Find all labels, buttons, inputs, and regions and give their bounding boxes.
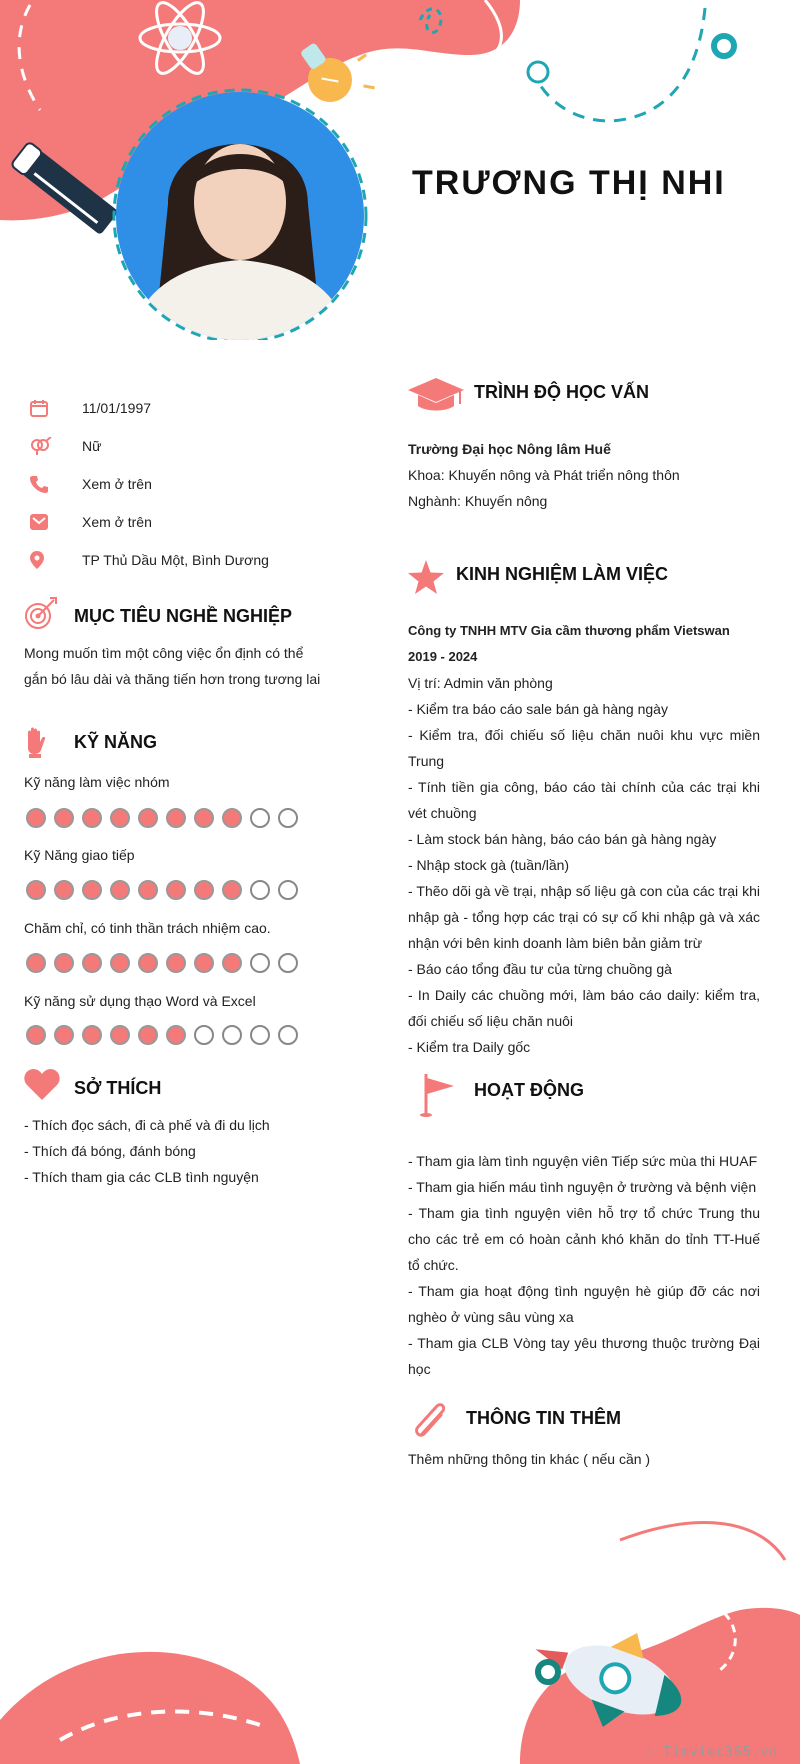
rating-dot-empty: [278, 880, 298, 900]
footer-decoration: [0, 1500, 800, 1764]
watermark-text: Timviec365.vn: [663, 1745, 778, 1760]
rating-dot-filled: [222, 953, 242, 973]
rating-dot-filled: [82, 953, 102, 973]
experience-position: Vị trí: Admin văn phòng: [408, 675, 553, 691]
list-item: - Nhập stock gà (tuần/lần): [408, 857, 570, 873]
paperclip-icon: [412, 1400, 452, 1440]
rating-dot-filled: [26, 953, 46, 973]
hobbies-list: [24, 1112, 334, 1190]
education-major: Nghành: Khuyến nông: [408, 493, 548, 509]
education-school: Trường Đại học Nông lâm Huế: [408, 441, 611, 457]
rating-dot-filled: [26, 808, 46, 828]
skill-label: Kỹ năng làm việc nhóm: [24, 774, 170, 790]
rating-dot-filled: [110, 808, 130, 828]
email-icon: [24, 510, 60, 534]
education-faculty: Khoa: Khuyến nông và Phát triển nông thôn: [408, 467, 680, 483]
rating-dot-filled: [26, 1025, 46, 1045]
rating-dot-filled: [194, 880, 214, 900]
personal-address: [24, 548, 269, 572]
star-icon: [408, 560, 444, 594]
phone-text: Xem ở trên: [82, 476, 152, 492]
list-item: - Kiểm tra báo cáo sale bán gà hàng ngày: [408, 701, 668, 717]
rating-dot-filled: [82, 880, 102, 900]
profile-photo: [108, 84, 372, 348]
list-item: - Kiểm tra Daily gốc: [408, 1039, 531, 1055]
rating-dot-filled: [222, 808, 242, 828]
additional-title: THÔNG TIN THÊM: [466, 1408, 621, 1428]
list-item: - Báo cáo tổng đầu tư của từng chuồng gà: [408, 961, 672, 977]
list-item: - Tham gia hiến máu tình nguyện ở trường và bệnh viện: [408, 1179, 757, 1195]
experience-period: 2019 - 2024: [408, 649, 478, 664]
watermark: [646, 1745, 778, 1760]
rating-dot-filled: [82, 1025, 102, 1045]
birthdate-text: 11/01/1997: [82, 400, 152, 416]
additional-text: Thêm những thông tin khác ( nếu cần ): [408, 1451, 651, 1467]
list-item: - Làm stock bán hàng, báo cáo bán gà hàng ngày: [408, 831, 717, 847]
list-item: - Thích tham gia các CLB tình nguyện: [24, 1169, 259, 1185]
rating-dot-filled: [110, 1025, 130, 1045]
skill-rating-4: [26, 1025, 298, 1045]
email-text: Xem ở trên: [82, 514, 152, 530]
objective-title: MỤC TIÊU NGHỀ NGHIỆP: [74, 606, 293, 626]
experience-title: KINH NGHIỆM LÀM VIỆC: [456, 564, 669, 584]
list-item: - Thích đọc sách, đi cà phế và đi du lịch: [24, 1117, 270, 1133]
rating-dot-empty: [278, 808, 298, 828]
activities-title: HOẠT ĐỘNG: [474, 1080, 584, 1100]
skill-label: Kỹ năng sử dụng thạo Word và Excel: [24, 993, 256, 1009]
address-text: TP Thủ Dầu Một, Bình Dương: [82, 552, 269, 568]
hand-icon: [24, 726, 48, 758]
rating-dot-filled: [54, 953, 74, 973]
candidate-name: TRƯƠNG THỊ NHI: [412, 164, 726, 202]
rating-dot-filled: [110, 880, 130, 900]
list-item: - Tính tiền gia công, báo cáo tài chính của các trại khi vét chuồng: [408, 779, 760, 821]
list-item: - Tham gia hoạt động tình nguyện hè giúp đỡ các nơi nghèo ở vùng sâu vùng xa: [408, 1283, 760, 1325]
skill-rating-1: [26, 808, 298, 828]
skill-label: Kỹ Năng giao tiếp: [24, 847, 135, 863]
list-item: - Tham gia làm tình nguyện viên Tiếp sức mùa thi HUAF: [408, 1153, 758, 1169]
gender-text: Nữ: [82, 438, 102, 454]
list-item: - Tham gia tình nguyện viên hỗ trợ tổ chức Trung thu cho các trẻ em có hoàn cảnh khó khăn do tỉnh TT-Huế tổ chức.: [408, 1205, 760, 1273]
location-pin-icon: [24, 548, 60, 572]
list-item: - In Daily các chuồng mới, làm báo cáo daily: kiểm tra, đối chiếu số liệu chăn nuôi: [408, 987, 760, 1029]
experience-company: Công ty TNHH MTV Gia cầm thương phẩm Vietswan: [408, 623, 730, 638]
rating-dot-filled: [222, 880, 242, 900]
rating-dot-filled: [166, 1025, 186, 1045]
rating-dot-filled: [54, 880, 74, 900]
list-item: - Thẽo dõi gà về trại, nhập số liệu gà con của các trại khi nhập gà - tổng hợp các trại có sự cố khi nhập gà và xác nhận với bên kinh doanh làm biên bản giảm trừ: [408, 883, 760, 951]
rating-dot-empty: [222, 1025, 242, 1045]
rating-dot-empty: [250, 1025, 270, 1045]
rating-dot-filled: [26, 880, 46, 900]
objective-text: Mong muốn tìm một công việc ổn định có thể gắn bó lâu dài và thăng tiến hơn trong tương lai: [24, 645, 321, 687]
rating-dot-filled: [82, 808, 102, 828]
list-item: - Tham gia CLB Vòng tay yêu thương thuộc trường Đại học: [408, 1335, 760, 1377]
personal-gender: [24, 434, 101, 458]
rating-dot-filled: [166, 953, 186, 973]
rating-dot-filled: [110, 953, 130, 973]
rating-dot-empty: [278, 953, 298, 973]
calendar-icon: [24, 396, 60, 420]
rating-dot-empty: [250, 808, 270, 828]
experience-duties-list: [408, 696, 760, 1060]
rating-dot-empty: [278, 1025, 298, 1045]
skills-title: KỸ NĂNG: [74, 732, 158, 752]
skill-label: Chăm chỉ, có tinh thần trách nhiệm cao.: [24, 920, 271, 936]
list-item: - Thích đá bóng, đánh bóng: [24, 1143, 196, 1159]
personal-birthdate: [24, 396, 151, 420]
phone-icon: [24, 472, 60, 496]
list-item: - Kiểm tra, đối chiếu số liệu chăn nuôi khu vực miền Trung: [408, 727, 760, 769]
rating-dot-filled: [138, 808, 158, 828]
heart-icon: [24, 1068, 60, 1100]
watermark-icon: ∴: [645, 1745, 664, 1760]
rating-dot-filled: [138, 880, 158, 900]
gender-icon: [24, 434, 60, 458]
education-title: TRÌNH ĐỘ HỌC VẤN: [474, 382, 649, 402]
hobbies-title: SỞ THÍCH: [74, 1078, 162, 1098]
graduation-cap-icon: [408, 378, 464, 414]
skill-rating-2: [26, 880, 298, 900]
personal-email: [24, 510, 152, 534]
target-icon: [24, 596, 58, 630]
flag-icon: [418, 1072, 458, 1118]
rating-dot-filled: [194, 953, 214, 973]
rating-dot-filled: [166, 880, 186, 900]
activities-list: [408, 1148, 760, 1382]
rating-dot-empty: [250, 953, 270, 973]
rating-dot-filled: [54, 1025, 74, 1045]
rating-dot-filled: [138, 1025, 158, 1045]
personal-phone: [24, 472, 152, 496]
rating-dot-filled: [138, 953, 158, 973]
skill-rating-3: [26, 953, 298, 973]
rating-dot-filled: [54, 808, 74, 828]
rating-dot-filled: [166, 808, 186, 828]
rating-dot-empty: [250, 880, 270, 900]
rating-dot-empty: [194, 1025, 214, 1045]
rating-dot-filled: [194, 808, 214, 828]
